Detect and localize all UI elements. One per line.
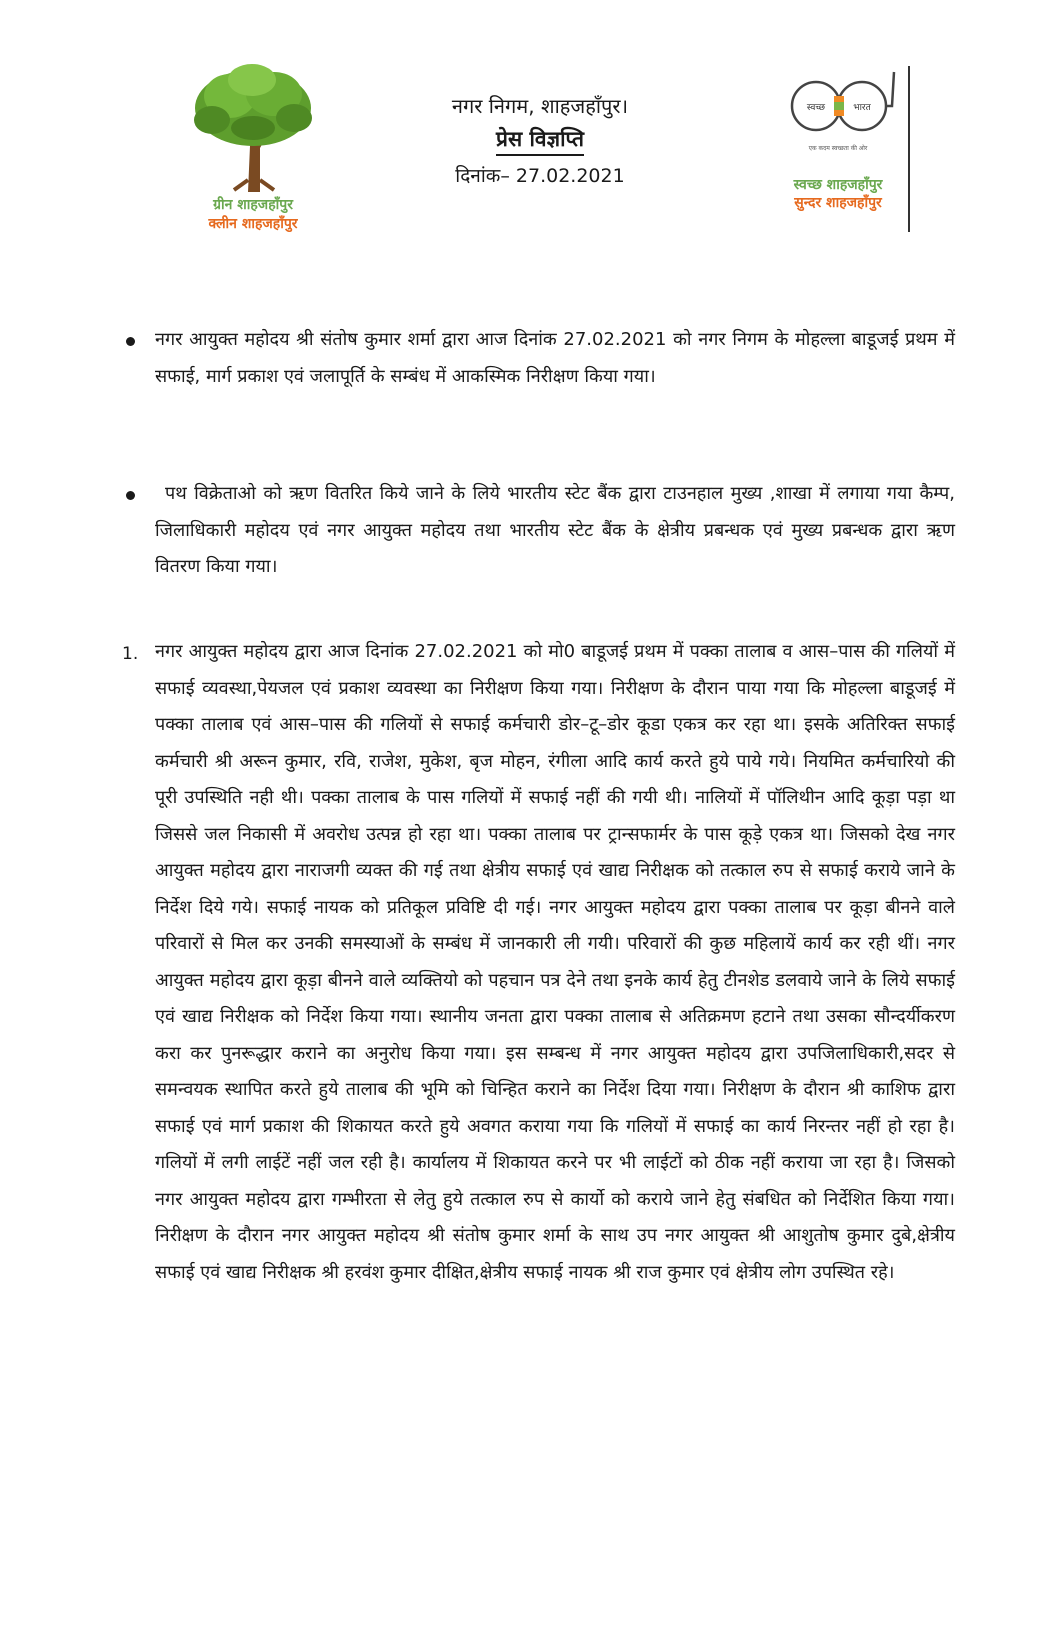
right-tagline-orange: सुन्दर शाहजहाँपुर (794, 195, 882, 211)
swachh-bharat-logo (778, 66, 898, 236)
emblem-right-text: भारत (853, 103, 871, 113)
header-divider (908, 66, 910, 232)
bullet-icon (126, 491, 135, 500)
bullet-icon (126, 337, 135, 346)
page-title: प्रेस विज्ञप्ति (496, 124, 584, 156)
left-tagline-green: ग्रीन शाहजहाँपुर (213, 197, 293, 213)
organization-name: नगर निगम, शाहजहाँपुर। (451, 94, 629, 118)
right-tagline-green: स्वच्छ शाहजहाँपुर (793, 177, 883, 193)
emblem-left-text: स्वच्छ (806, 103, 826, 113)
left-tagline-orange: क्लीन शाहजहाँपुर (208, 216, 298, 232)
bullet-paragraph-2: पथ विक्रेताओ को ऋण वितरित किये जाने के लिये भारतीय स्टेट बैंक द्वारा टाउनहाल मुख्य ,शाखा में लगाया गया कैम्प, जिलाधिकारी महोदय एवं नगर आयुक्त महोदय तथा भारतीय स्टेट बैंक के क्षेत्रीय प्रबन्धक एवं मुख्य प्रबन्धक द्वारा ऋण वितरण किया गया। (155, 483, 955, 577)
tree-icon (190, 62, 316, 192)
numbered-paragraph-1: नगर आयुक्त महोदय द्वारा आज दिनांक 27.02.2021 को मो0 बाडूजई प्रथम में पक्का तालाब व आस–पास की गलियों में सफाई व्यवस्था,पेयजल एवं प्रकाश व्यवस्था का निरीक्षण किया गया। निरीक्षण के दौरान पाया गया कि मोहल्ला बाडूजई में पक्का तालाब एवं आस–पास की गलियों से सफाई कर्मचारी डोर–टू–डोर कूडा एकत्र कर रहा था। इसके अतिरिक्त सफाई कर्मचारी श्री अरून कुमार, रवि, राजेश, मुकेश, बृज मोहन, रंगीला आदि कार्य करते हुये पाये गये। नियमित कर्मचारियो की पूरी उपस्थिति नही थी। पक्का तालाब के पास गलियों में सफाई नहीं की गयी थी। नालियों में पॉलिथीन आदि कूड़ा पड़ा था जिससे जल निकासी में अवरोध उत्पन्न हो रहा था। पक्का तालाब पर ट्रान्सफार्मर के पास कूड़े एकत्र था। जिसको देख नगर आयुक्त महोदय द्वारा नाराजगी व्यक्त की गई तथा क्षेत्रीय सफाई एवं खाद्य निरीक्षक को तत्काल रुप से सफाई कराये जाने के निर्देश दिये गये। सफाई नायक को प्रतिकूल प्रविष्टि दी गई। नगर आयुक्त महोदय द्वारा पक्का तालाब पर कूड़ा बीनने वाले परिवारों से मिल कर उनकी समस्याओं के सम्बंध में जानकारी ली गयी। परिवारों की कुछ महिलायें कार्य कर रही थीं। नगर आयुक्त महोदय द्वारा कूड़ा बीनने वाले व्यक्तियो को पहचान पत्र देने तथा इनके कार्य हेतु टीनशेड डलवाये जाने के लिये सफाई एवं खाद्य निरीक्षक को निर्देश किया गया। स्थानीय जनता द्वारा पक्का तालाब से अतिक्रमण हटाने तथा उसका सौन्दर्यीकरण करा कर पुनरूद्धार कराने का अनुरोध किया गया। इस सम्बन्ध में नगर आयुक्त महोदय द्वारा उपजिलाधिकारी,सदर से समन्वयक स्थापित करते हुये तालाब की भूमि को चिन्हित कराने का निर्देश दिया गया। निरीक्षण के दौरान श्री काशिफ द्वारा सफाई एवं मार्ग प्रकाश की शिकायत करते हुये अवगत कराया गया कि गलियों में सफाई का कार्य निरन्तर नहीं हो रहा है। गलियों में लगी लाईटें नहीं जल रही है। कार्यालय में शिकायत करने पर भी लाईटों को ठीक नहीं कराया जा रहा है। जिसको नगर आयुक्त महोदय द्वारा गम्भीरता से लेतु हुये तत्काल रुप से कार्यो को कराये जाने हेतु संबधित को निर्देशित किया गया। निरीक्षण के दौरान नगर आयुक्त महोदय श्री संतोष कुमार शर्मा के साथ उप नगर आयुक्त श्री आशुतोष कुमार दुबे,क्षेत्रीय सफाई एवं खाद्य निरीक्षक श्री हरवंश कुमार दीक्षित,क्षेत्रीय सफाई नायक श्री राज कुमार एवं क्षेत्रीय लोग उपस्थित रहे। (155, 641, 955, 1283)
swachh-motto: एक कदम स्वच्छता की ओर (808, 145, 868, 152)
document-date: दिनांक– 27.02.2021 (455, 165, 625, 187)
list-number: 1. (122, 644, 139, 664)
bullet-paragraph-1: नगर आयुक्त महोदय श्री संतोष कुमार शर्मा द्वारा आज दिनांक 27.02.2021 को नगर निगम के मोहल्ला बाडूजई प्रथम में सफाई, मार्ग प्रकाश एवं जलापूर्ति के सम्बंध में आकस्मिक निरीक्षण किया गया। (155, 329, 955, 387)
green-shahjahanpur-logo (178, 62, 328, 242)
document-header (380, 92, 700, 190)
swachh-bharat-glasses-icon (778, 66, 898, 146)
